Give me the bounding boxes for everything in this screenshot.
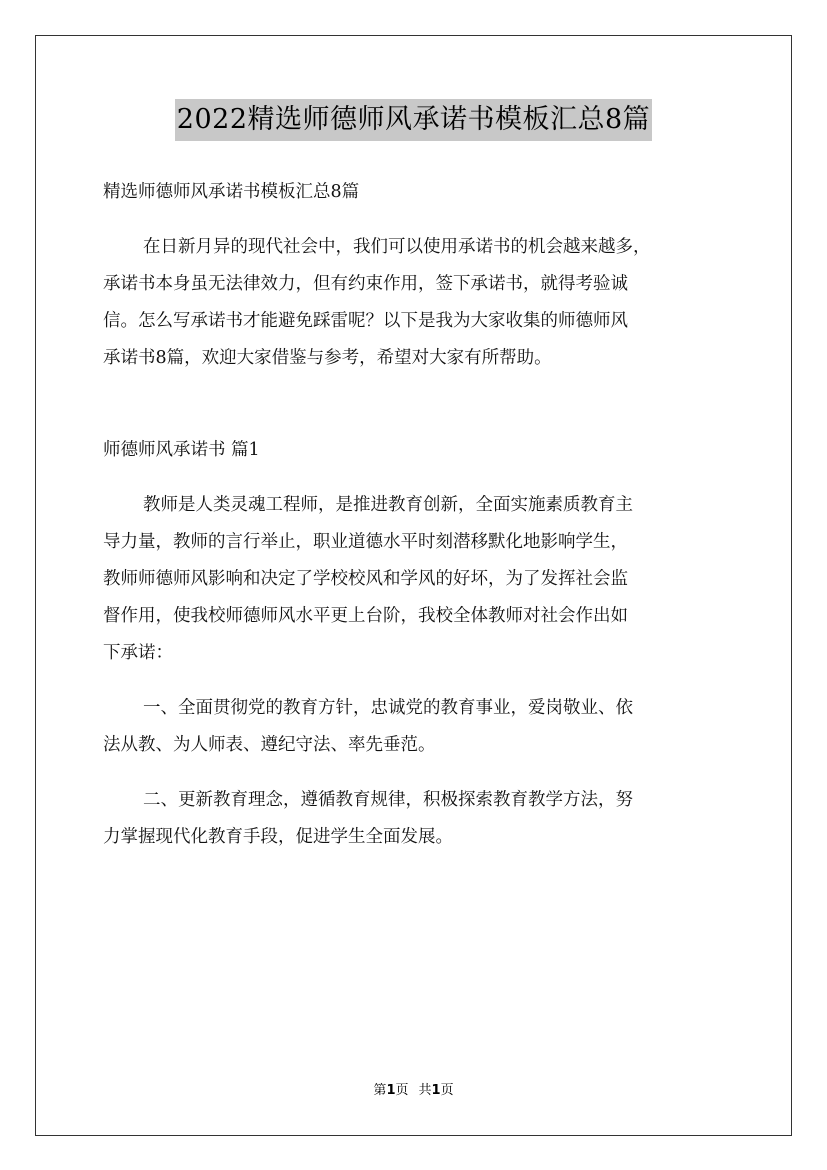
document-subtitle: 精选师德师风承诺书模板汇总8篇 [103,182,360,202]
paragraph-line: 在日新月异的现代社会中，我们可以使用承诺书的机会越来越多， [143,237,651,257]
spacer [103,764,743,782]
paragraph-line: 督作用，使我校师德师风水平更上台阶，我校全体教师对社会作出如 [103,606,628,626]
paragraph-line: 教师师德师风影响和决定了学校校风和学风的好坏，为了发挥社会监 [103,569,628,589]
page-mid: 页 [395,1083,409,1098]
page-total: 1 [431,1083,441,1098]
spacer [103,414,743,432]
paragraph-line: 导力量，教师的言行举止，职业道德水平时刻潜移默化地影响学生， [103,532,628,552]
page-prefix: 第 [373,1083,387,1098]
total-suffix: 页 [440,1083,454,1098]
section-heading: 师德师风承诺书 篇1 [103,440,260,460]
page-current: 1 [386,1083,396,1098]
section-paragraph [103,782,743,856]
page-footer [0,1082,827,1100]
total-prefix: 共 [418,1083,432,1098]
paragraph-line: 信。怎么写承诺书才能避免踩雷呢？以下是我为大家收集的师德师风 [103,311,628,331]
paragraph-line: 一、全面贯彻党的教育方针，忠诚党的教育事业，爱岗敬业、依 [143,698,633,718]
paragraph-line: 承诺书本身虽无法律效力，但有约束作用，签下承诺书，就得考验诚 [103,274,628,294]
document-body [103,174,743,856]
paragraph-line: 二、更新教育理念，遵循教育规律，积极探索教育教学方法，努 [143,790,633,810]
intro-paragraph [103,229,743,377]
paragraph-line: 承诺书8篇，欢迎大家借鉴与参考，希望对大家有所帮助。 [103,348,552,368]
paragraph-line: 力掌握现代化教育手段，促进学生全面发展。 [103,827,453,847]
paragraph-line: 法从教、为人师表、遵纪守法、率先垂范。 [103,735,436,755]
paragraph-line: 教师是人类灵魂工程师，是推进教育创新，全面实施素质教育主 [143,495,633,515]
title-container [0,99,827,141]
paragraph-line: 下承诺： [103,643,173,663]
section-paragraph [103,487,743,672]
spacer [103,672,743,690]
section-paragraph [103,690,743,764]
document-title: 2022精选师德师风承诺书模板汇总8篇 [175,99,652,141]
spacer [103,377,743,414]
